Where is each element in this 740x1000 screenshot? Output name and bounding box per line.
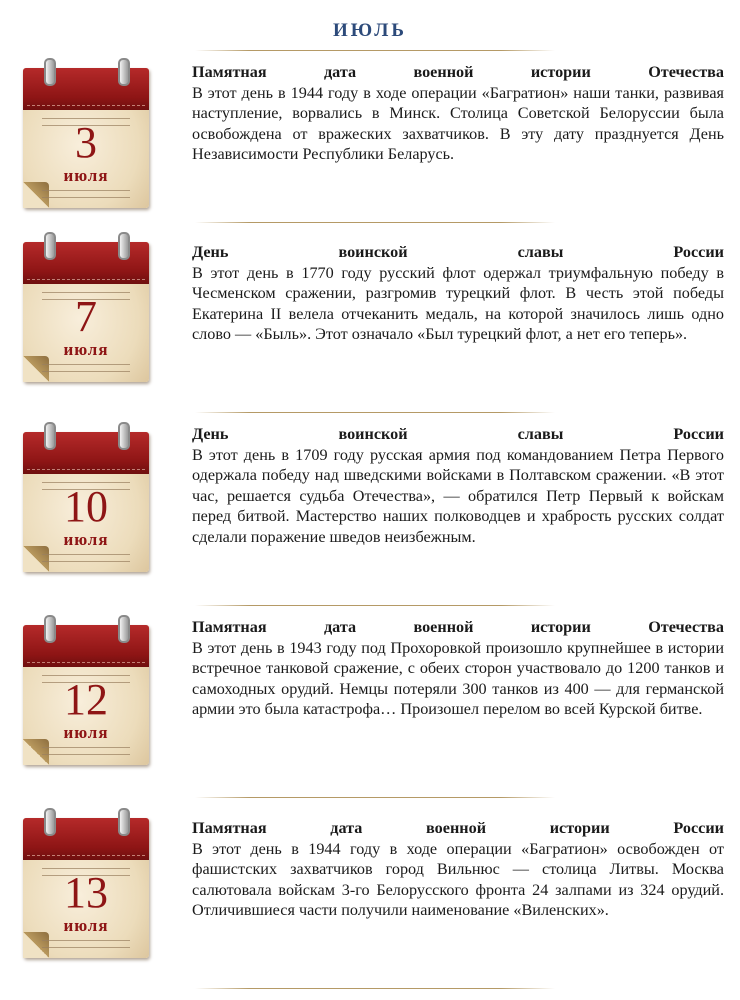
calendar-day: 7 bbox=[75, 292, 97, 341]
entry-body: В этот день в 1944 году в ходе операции «Багратион» освобожден от фашистских захватчиков город Вильнюс — столица Литвы. Москва салютовала войскам 3-го Белорусского фронта 24 залпами из 324 орудий. Отличившиеся части получили наименование «Виленских». bbox=[192, 839, 724, 919]
calendar-icon bbox=[20, 808, 152, 958]
calendar-month: июля bbox=[63, 530, 109, 549]
entry-heading: День воинской славы России bbox=[192, 243, 724, 261]
calendar-month: июля bbox=[63, 916, 109, 935]
divider bbox=[195, 222, 555, 223]
divider bbox=[195, 412, 555, 413]
calendar-entry bbox=[0, 232, 740, 412]
calendar-icon bbox=[20, 422, 152, 572]
entry-text bbox=[192, 424, 724, 547]
calendar-day: 12 bbox=[64, 675, 108, 724]
calendar-entry bbox=[0, 808, 740, 988]
calendar-day: 10 bbox=[64, 482, 108, 531]
entry-text bbox=[192, 617, 724, 720]
entry-body: В этот день в 1770 году русский флот одержал триумфальную победу в Чесменском сражении, разгромив турецкий флот. В честь этой победы Екатерина II велела отчеканить медаль, на которой значилось лишь одно слово — «Быль». Этот означало «Был турецкий флот, а нет его теперь». bbox=[192, 263, 724, 343]
calendar-entry bbox=[0, 422, 740, 602]
divider bbox=[195, 797, 555, 798]
calendar-month: июля bbox=[63, 340, 109, 359]
entry-text bbox=[192, 818, 724, 921]
calendar-month: июля bbox=[63, 723, 109, 742]
calendar-icon bbox=[20, 232, 152, 382]
entry-text bbox=[192, 242, 724, 345]
entry-body: В этот день в 1943 году под Прохоровкой произошло крупнейшее в истории встречное танковой сражение, с обеих сторон участвовало до 1200 танков и самоходных орудий. Немцы потеряли 300 танков из 400 — для германской армии это была катастрофа… Произошел перелом во всей Курской битве. bbox=[192, 638, 724, 718]
calendar-entry bbox=[0, 58, 740, 238]
entry-body: В этот день в 1709 году русская армия под командованием Петра Первого одержала победу над шведскими войсками в Полтавском сражении. «В этот час, решается судьба Отечества», — обратился Петр Первый к войскам перед битвой. Мастерство наших полководцев и храбрость русских солдат сделали поражение шведов неизбежным. bbox=[192, 445, 724, 546]
entry-heading: Памятная дата военной истории России bbox=[192, 819, 724, 837]
calendar-day: 13 bbox=[64, 868, 108, 917]
calendar-day: 3 bbox=[75, 118, 97, 167]
divider bbox=[195, 50, 555, 51]
page-title: ИЮЛЬ bbox=[333, 20, 407, 41]
entry-body: В этот день в 1944 году в ходе операции «Багратион» наши танки, развивая наступление, ворвались в Минск. Столица Советской Белоруссии была освобождена от вражеских захватчиков. В эту дату празднуется День Независимости Республики Беларусь. bbox=[192, 83, 724, 163]
calendar-month: июля bbox=[63, 166, 109, 185]
entry-text bbox=[192, 62, 724, 165]
calendar-icon bbox=[20, 58, 152, 208]
entry-heading: Памятная дата военной истории Отечества bbox=[192, 63, 724, 81]
calendar-entry bbox=[0, 615, 740, 795]
divider bbox=[195, 605, 555, 606]
entry-heading: Памятная дата военной истории Отечества bbox=[192, 618, 724, 636]
entry-heading: День воинской славы России bbox=[192, 425, 724, 443]
calendar-icon bbox=[20, 615, 152, 765]
divider bbox=[195, 988, 555, 989]
